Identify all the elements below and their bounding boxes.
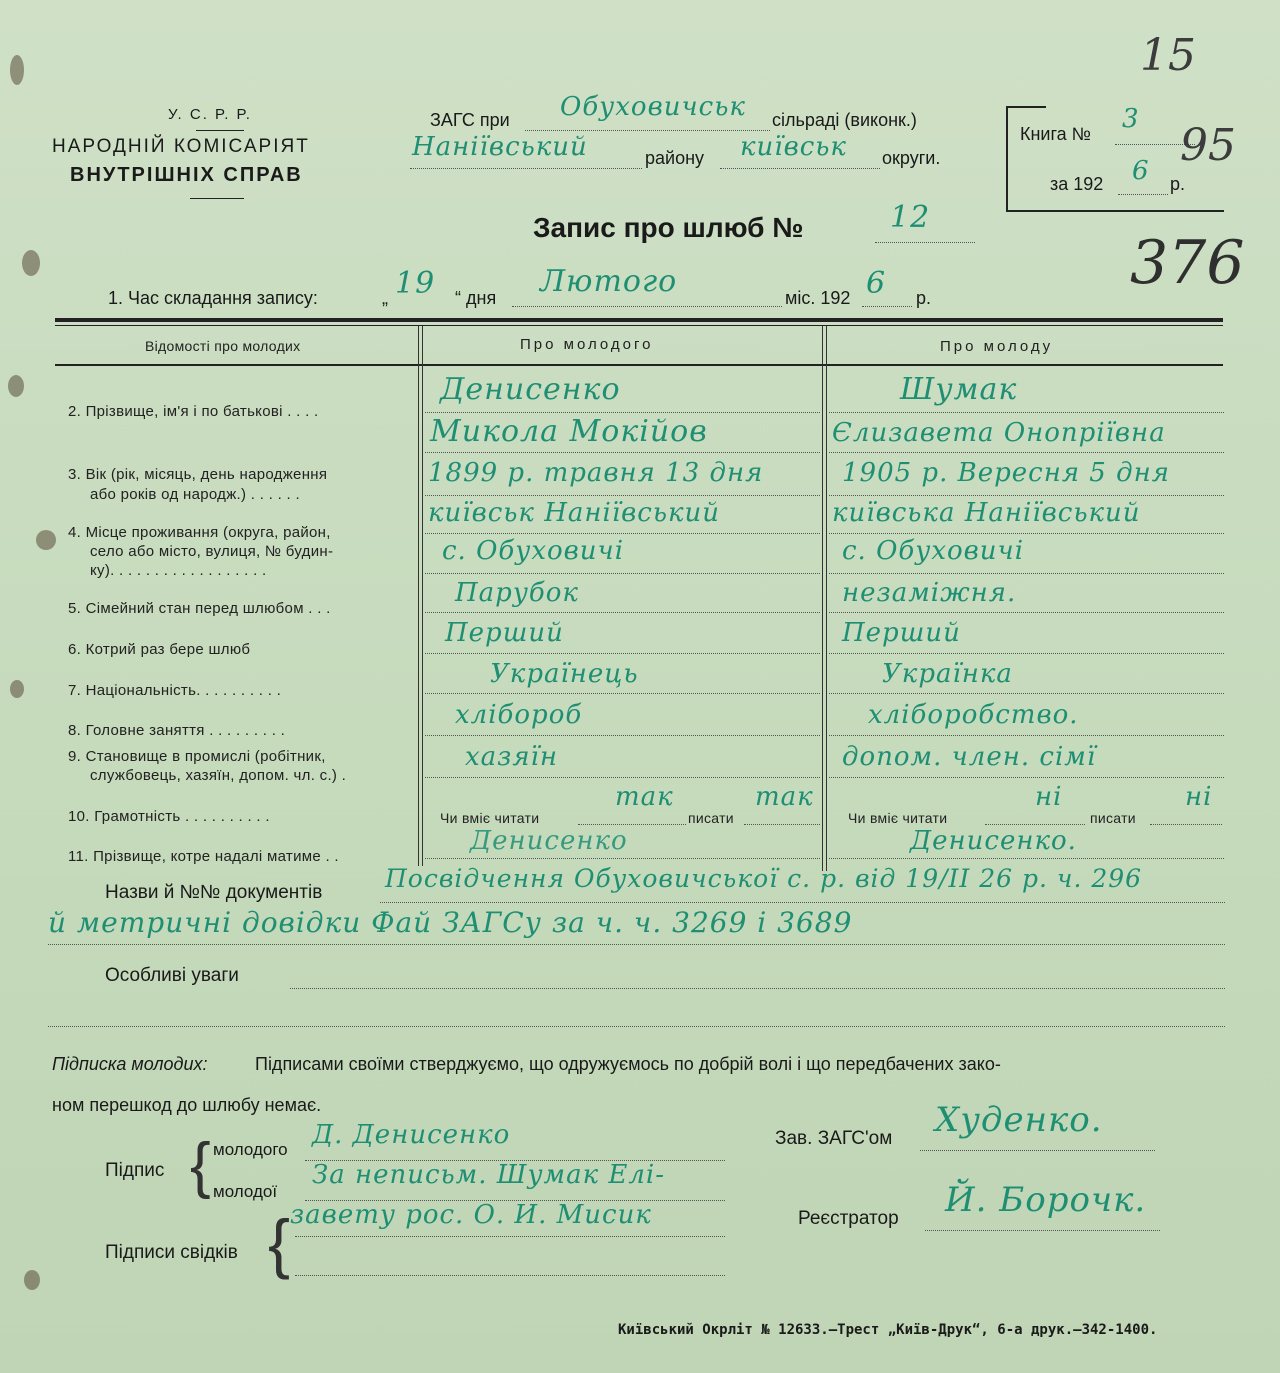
groom-residence: київськ Наніївський <box>428 498 721 528</box>
date-close-quote: “ дня <box>455 288 497 308</box>
okrug-value: київськ <box>740 132 847 162</box>
book-box-bottom <box>1006 210 1224 212</box>
documents-label: Назви й №№ документів <box>105 882 323 903</box>
witness-brace: { <box>268 1206 291 1280</box>
row-2-label: 2. Прізвище, ім'я і по батькові . . . . <box>68 403 319 420</box>
bride-occupation: хліборобство. <box>868 700 1079 730</box>
book-year-digit: 6 <box>1132 156 1150 186</box>
row-line <box>425 452 820 453</box>
col-header-groom: Про молодого <box>520 336 654 353</box>
bride-nationality: Українка <box>882 659 1013 689</box>
bride-read-line <box>985 824 1085 825</box>
row-line <box>829 495 1224 496</box>
groom-status: хазяїн <box>465 742 559 772</box>
okrug-line <box>720 168 880 169</box>
bride-marital: незаміжня. <box>842 578 1017 608</box>
groom-read-label: Чи вміє читати <box>440 810 540 826</box>
punch-hole <box>10 680 24 698</box>
row-line <box>425 412 820 413</box>
col-line-2b <box>826 326 827 871</box>
commissariat-label: НАРОДНІЙ КОМІСАРІЯТ <box>52 136 310 157</box>
row-line <box>425 735 820 736</box>
date-label: 1. Час складання запису: <box>108 288 318 308</box>
registrar-signature: Й. Борочк. <box>945 1180 1147 1220</box>
book-year-line <box>1118 194 1168 195</box>
punch-hole <box>8 375 24 397</box>
okrug-label: округи. <box>882 148 941 168</box>
row-7-label: 7. Національність. . . . . . . . . . <box>68 682 282 699</box>
row-10-label: 10. Грамотність . . . . . . . . . . <box>68 808 270 825</box>
witness-label: Підписи свідків <box>105 1242 238 1263</box>
bride-write-label: писати <box>1090 810 1136 826</box>
declaration-text-2: ном перешкод до шлюбу немає. <box>52 1095 322 1115</box>
zags-prefix: ЗАГС при <box>430 110 510 130</box>
registrar-sig-line <box>925 1230 1160 1231</box>
punch-hole <box>10 55 24 85</box>
row-line <box>829 653 1224 654</box>
corner-mark-2: 95 <box>1180 120 1236 171</box>
row-line <box>425 573 820 574</box>
district-value: Наніївський <box>412 132 588 162</box>
head-signature: Худенко. <box>935 1100 1103 1140</box>
signature-brace: { <box>190 1131 211 1200</box>
head-label: Зав. ЗАГС'ом <box>775 1128 893 1149</box>
row-line <box>829 612 1224 613</box>
remarks-label: Особливі уваги <box>105 965 239 986</box>
bride-read-value: ні <box>1035 782 1063 812</box>
punch-hole <box>22 250 40 276</box>
row-line <box>425 858 820 859</box>
record-title: Запис про шлюб № <box>533 212 804 243</box>
row-6-label: 6. Котрий раз бере шлюб <box>68 641 251 658</box>
zags-village-value: Обуховичськ <box>560 92 746 122</box>
row-9-label: 9. Становище в промислі (робітник, <box>68 748 326 765</box>
groom-times: Перший <box>445 618 564 648</box>
bride-write-line <box>1150 824 1222 825</box>
row-line <box>425 533 820 534</box>
row-line <box>829 693 1224 694</box>
corner-mark-1: 15 <box>1140 30 1196 81</box>
row-9-label-2: службовець, хазяїн, допом. чл. с.) . <box>90 767 347 784</box>
row-line <box>425 495 820 496</box>
groom-surname: Денисенко <box>440 372 621 407</box>
groom-birth: 1899 р. травня 13 дня <box>428 458 764 488</box>
bride-signature: За неписьм. Шумак Елі- <box>312 1160 666 1190</box>
row-line <box>425 693 820 694</box>
documents-line-1-rule <box>380 902 1225 903</box>
date-month-line <box>512 306 782 307</box>
groom-marital: Парубок <box>455 578 579 608</box>
row-4-label-3: ку). . . . . . . . . . . . . . . . . . <box>90 562 267 579</box>
row-line <box>829 533 1224 534</box>
row-line <box>425 777 820 778</box>
groom-residence-2: с. Обуховичі <box>442 536 625 566</box>
declaration-lead: Підписка молодих: <box>52 1054 208 1074</box>
book-number: 3 <box>1122 104 1140 134</box>
groom-read-line <box>578 824 686 825</box>
row-line <box>829 412 1224 413</box>
bride-read-label: Чи вміє читати <box>848 810 948 826</box>
row-3-label: 3. Вік (рік, місяць, день народження <box>68 466 328 483</box>
zags-village-line <box>525 130 770 131</box>
row-3-label-2: або років од народж.) . . . . . . <box>90 486 300 503</box>
row-line <box>425 612 820 613</box>
bride-write-value: ні <box>1185 782 1213 812</box>
record-number-line <box>875 242 975 243</box>
head-sig-line <box>920 1150 1155 1151</box>
remarks-line-1 <box>290 988 1225 989</box>
record-number: 12 <box>890 200 931 235</box>
bride-surname: Шумак <box>900 372 1018 407</box>
groom-sig-label: молодого <box>213 1140 288 1159</box>
internal-affairs-label: ВНУТРІШНІХ СПРАВ <box>70 164 303 186</box>
table-top-rule <box>55 318 1223 322</box>
groom-signature: Д. Денисенко <box>312 1120 511 1150</box>
date-open-quote: „ <box>382 288 388 308</box>
col-header-bride: Про молоду <box>940 338 1054 355</box>
header-rule <box>190 198 244 199</box>
bride-name: Єлизавета Онопріївна <box>832 418 1166 448</box>
groom-nationality: Українець <box>490 659 639 689</box>
table-top-rule-thin <box>55 325 1223 326</box>
book-year-pre: за 192 <box>1050 174 1104 194</box>
groom-write-label: писати <box>688 810 734 826</box>
book-year-post: р. <box>1170 174 1186 194</box>
bride-residence: київська Наніївський <box>832 498 1141 528</box>
bride-birth: 1905 р. Вересня 5 дня <box>842 458 1170 488</box>
row-4-label-2: село або місто, вулиця, № будин- <box>90 543 334 560</box>
registrar-label: Реєстратор <box>798 1208 899 1229</box>
header-separator <box>55 364 1223 366</box>
district-line <box>410 168 642 169</box>
witness-line-2 <box>295 1275 725 1276</box>
row-4-label: 4. Місце проживання (округа, район, <box>68 524 331 541</box>
col-line-1b <box>422 326 423 866</box>
footer-imprint: Київський Окрліт № 12633.—Трест „Київ-Друк“, 6-а друк.—342-1400. <box>618 1322 1158 1338</box>
row-line <box>829 573 1224 574</box>
bride-residence-2: с. Обуховичі <box>842 536 1025 566</box>
remarks-line-2 <box>48 1026 1225 1027</box>
documents-line-2: й метричні довідки Фай ЗАГСу за ч. ч. 3269 і 3689 <box>48 906 853 939</box>
bride-times: Перший <box>842 618 961 648</box>
row-line <box>829 777 1224 778</box>
book-box-left <box>1006 106 1008 212</box>
date-day: 19 <box>395 266 436 301</box>
book-label: Книга № <box>1020 124 1091 144</box>
groom-read-value: так <box>615 782 674 812</box>
col-line-2 <box>822 326 823 871</box>
signature-podpys: Підпис <box>105 1160 165 1181</box>
row-5-label: 5. Сімейний стан перед шлюбом . . . <box>68 600 331 617</box>
ussr-label: У. С. Р. Р. <box>168 106 252 123</box>
groom-occupation: хлібороб <box>455 700 583 730</box>
declaration-text-1: Підписами своїми стверджуємо, що одружуємось по добрій волі і що передбачених зако- <box>255 1054 1001 1074</box>
groom-name: Микола Мокійов <box>430 414 708 449</box>
groom-future-surname: Денисенко <box>470 826 628 856</box>
row-8-label: 8. Головне заняття . . . . . . . . . <box>68 722 286 739</box>
zags-suffix: сільраді (виконк.) <box>772 110 917 130</box>
row-line <box>829 452 1224 453</box>
date-year-line <box>862 306 912 307</box>
district-label: району <box>645 148 705 168</box>
row-line <box>829 735 1224 736</box>
row-line <box>425 653 820 654</box>
book-box-top <box>1006 106 1046 108</box>
bride-future-surname: Денисенко. <box>910 826 1077 856</box>
punch-hole <box>36 530 56 550</box>
bride-status: допом. член. сімї <box>842 742 1097 772</box>
witness-line-1 <box>295 1236 725 1237</box>
documents-line-1: Посвідчення Обуховичської с. р. від 19/II 26 р. ч. 296 <box>385 864 1143 893</box>
date-year-digit: 6 <box>866 266 887 301</box>
row-11-label: 11. Прізвище, котре надалі матиме . . <box>68 848 339 865</box>
bride-sig-label: молодої <box>213 1182 278 1201</box>
col-header-info: Відомості про молодих <box>145 338 301 354</box>
documents-line-2-rule <box>48 944 1225 945</box>
punch-hole <box>24 1270 40 1290</box>
date-month: Лютого <box>540 264 678 299</box>
date-r-label: р. <box>916 288 932 308</box>
bride-signature-2: завету рос. О. И. Мисик <box>290 1200 652 1230</box>
row-line <box>829 858 1224 859</box>
header-rule <box>196 130 244 131</box>
corner-mark-3: 376 <box>1130 228 1245 298</box>
groom-write-value: так <box>755 782 814 812</box>
groom-write-line <box>744 824 820 825</box>
date-mis-label: міс. 192 <box>785 288 851 308</box>
col-line-1 <box>418 326 419 866</box>
